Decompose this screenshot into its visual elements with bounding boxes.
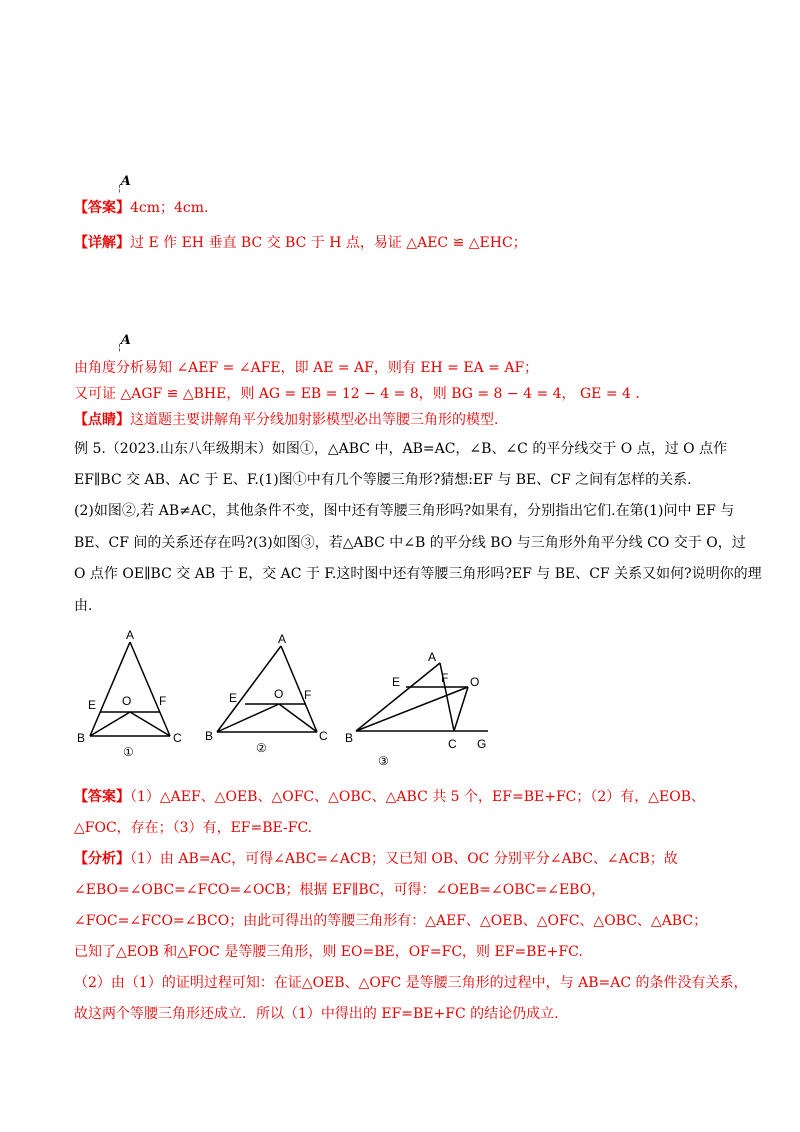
analysis-line-1: 由角度分析易知 ∠AEF = ∠AFE，即 AE = AF，则有 EH = EA = AF；	[74, 360, 539, 376]
fig2-label-e: E	[229, 691, 238, 705]
comment-text: 这道题主要讲解角平分线加射影模型必出等腰三角形的模型.	[130, 412, 499, 428]
fig2-number: ②	[256, 741, 267, 755]
fig3-number: ③	[378, 754, 389, 768]
fig3-label-c: C	[448, 737, 457, 751]
fig2-segment-bo	[217, 704, 279, 732]
analysis-line-2: 又可证 △AGF ≌ △BHE，则 AG = EB = 12 − 4 = 8，则 BG = 8 − 4 = 4， GE = 4 ．	[74, 386, 650, 402]
fig1-segment-bo	[90, 712, 130, 736]
analysis2-line-6: 故这两个等腰三角形还成立．所以（1）中得出的 EF=BE+FC 的结论仍成立.	[74, 1006, 559, 1022]
analysis2-line-2: ∠EBO=∠OBC=∠FCO=∠OCB；根据 EF∥BC，可得：∠OEB=∠OBC=∠EBO，	[74, 882, 606, 898]
fig2-label-f: F	[304, 688, 312, 702]
analysis2-line-4: 已知了△EOB 和△FOC 是等腰三角形，则 EO=BE，OF=FC，则 EF=BE+FC.	[74, 944, 583, 960]
answer-line-1	[74, 198, 209, 218]
fig3-label-o: O	[470, 675, 480, 689]
fig2-label-c: C	[319, 729, 328, 743]
fig1-label-a: A	[126, 628, 135, 642]
analysis2-label: 【分析】	[74, 851, 130, 867]
fig3-label-b: B	[345, 731, 354, 745]
fig1-label-o: O	[122, 694, 132, 708]
fig1-number: ①	[123, 745, 134, 759]
fig3-segment-co	[454, 687, 468, 731]
fig1-label-c: C	[173, 731, 182, 745]
answer-label: 【答案】	[74, 200, 130, 216]
fig1-label-f: F	[159, 694, 167, 708]
anchor-mark-1: $_¦$A	[118, 174, 131, 193]
comment-label: 【点睛】	[74, 412, 130, 428]
detail-line-1	[74, 233, 527, 253]
example-line-3: (2)如图②,若 AB≠AC，其他条件不变，图中还有等腰三角形吗?如果有，分别指出它们.在第(1)问中 EF 与	[74, 503, 735, 519]
fig2-label-o: O	[274, 687, 284, 701]
fig3-label-a: A	[428, 650, 437, 664]
figure-1	[70, 628, 200, 768]
fig1-side-ac	[130, 642, 170, 736]
analysis2-line-1	[74, 849, 678, 869]
fig2-side-ab	[217, 646, 284, 732]
fig2-label-a: A	[278, 632, 287, 646]
answer2-line-2: △FOC，存在；（3）有，EF=BE-FC.	[74, 820, 313, 836]
fig3-label-g: G	[477, 737, 487, 751]
fig3-label-f: F	[441, 671, 449, 685]
analysis2-line-5: （2）由（1）的证明过程可知：在证△OEB、△OFC 是等腰三角形的过程中，与 AB=AC 的条件没有关系，	[74, 975, 748, 991]
answer2-label: 【答案】	[74, 789, 130, 805]
fig1-segment-co	[130, 712, 170, 736]
fig2-label-b: B	[205, 729, 214, 743]
detail-label: 【详解】	[74, 235, 130, 251]
fig3-side-ab	[356, 663, 440, 731]
example-line-6: 由.	[74, 598, 93, 614]
answer-text: 4cm；4cm.	[130, 200, 209, 216]
analysis2-line-3: ∠FOC=∠FCO=∠BCO；由此可得出的等腰三角形有：△AEF、△OEB、△OFC、△OBC、△ABC；	[74, 913, 708, 929]
answer2-line-1	[74, 787, 705, 807]
figure-2	[205, 628, 335, 768]
comment-line	[74, 410, 498, 430]
example-line-2: EF∥BC 交 AB、AC 于 E、F.(1)图①中有几个等腰三角形?猜想:EF 与 BE、CF 之间有怎样的关系.	[74, 472, 692, 488]
fig1-label-e: E	[88, 698, 97, 712]
fig3-segment-bo	[356, 687, 468, 731]
anchor-mark-2: $_¦$A	[118, 333, 131, 352]
fig1-label-b: B	[77, 731, 86, 745]
example-line-4: BE、CF 间的关系还存在吗?(3)如图③，若△ABC 中∠B 的平分线 BO 与三角形外角平分线 CO 交于 O，过	[74, 535, 746, 551]
example-line-5: O 点作 OE∥BC 交 AB 于 E，交 AC 于 F.这时图中还有等腰三角形吗?EF 与 BE、CF 关系又如何?说明你的理	[74, 566, 762, 582]
analysis2-text-1: （1）由 AB=AC，可得∠ABC=∠ACB；又已知 OB、OC 分别平分∠ABC、∠ACB；故	[130, 851, 678, 867]
fig1-side-ab	[90, 642, 130, 736]
figure-3	[342, 628, 502, 768]
fig3-label-e: E	[392, 675, 401, 689]
example-line-1: 例 5.（2023.山东八年级期末）如图①，△ABC 中，AB=AC，∠B、∠C 的平分线交于 O 点，过 O 点作	[74, 441, 728, 457]
answer2-text-1: （1）△AEF、△OEB、△OFC、△OBC、△ABC 共 5 个，EF=BE+FC；（2）有，△EOB、	[130, 789, 706, 805]
detail-text: 过 E 作 EH 垂直 BC 交 BC 于 H 点，易证 △AEC ≌ △EHC；	[130, 235, 527, 251]
